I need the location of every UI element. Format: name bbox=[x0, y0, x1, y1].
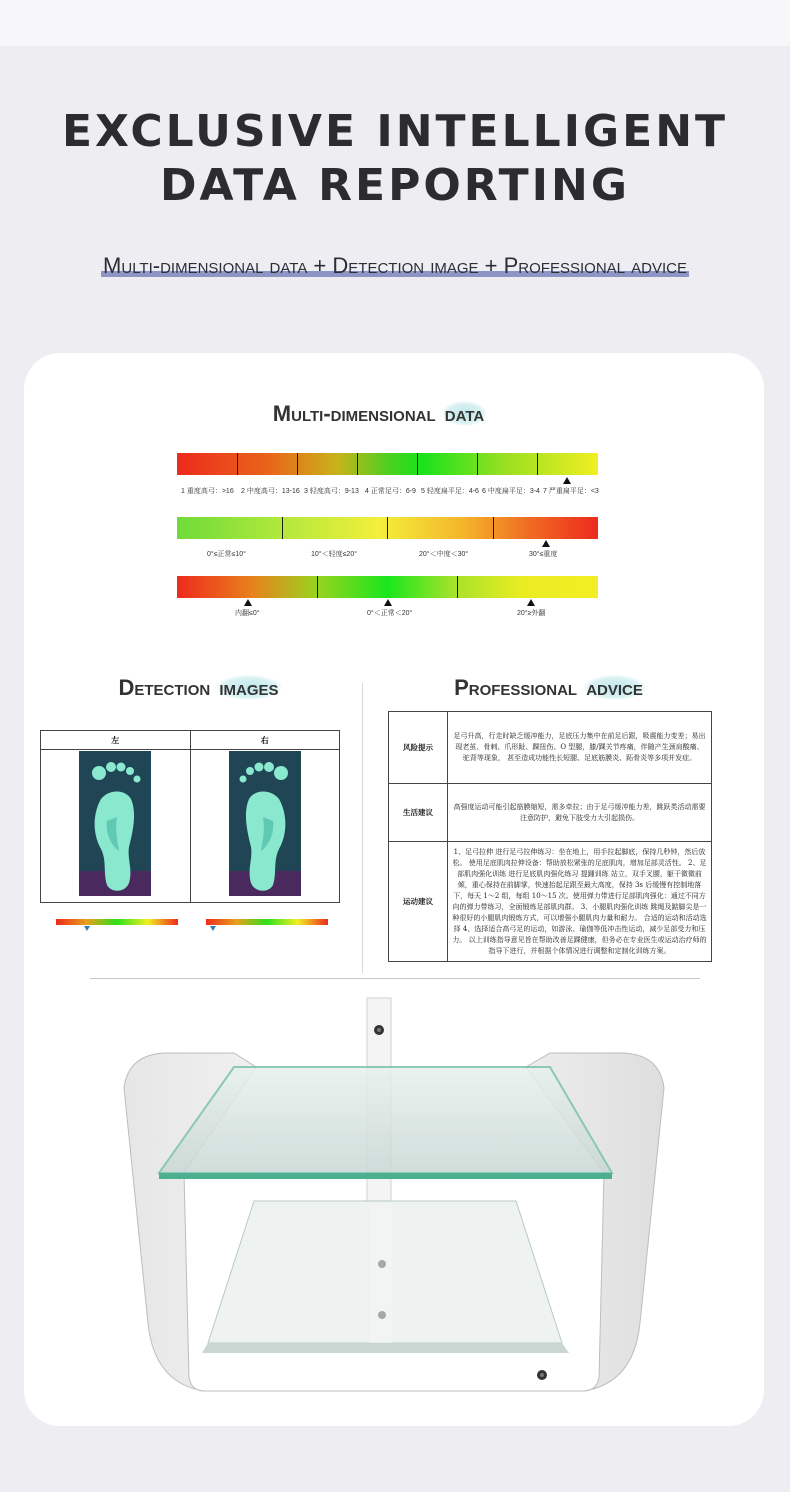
top-band bbox=[0, 0, 790, 46]
left-mini-marker bbox=[84, 926, 90, 931]
left-foot-header: 左 bbox=[41, 731, 191, 750]
tick-label: 5 轻度扁平足：4-6 bbox=[421, 488, 479, 495]
tick-label: 30°≤重度 bbox=[529, 551, 558, 558]
page-headline bbox=[0, 105, 790, 213]
arch-scale-marker bbox=[563, 477, 571, 484]
advice-text: 足弓升高，行走时缺乏缓冲能力，足底压力集中在前足后跟，吸震能力变差；易出现老茧、骨刺、爪形趾、踝扭伤、O 型腿，膝/踝关节疼痛，伴随产生颈肩酸痛、驼背等现象， 甚至造成功能性长短腿、足底筋膜炎、跖骨炎等多项并发症。 bbox=[448, 712, 712, 784]
advice-label: 运动建议 bbox=[389, 842, 448, 962]
right-mini-scale bbox=[206, 919, 328, 925]
tick-label: 0°≤正常≤10° bbox=[207, 551, 246, 558]
right-foot-scan-image bbox=[229, 751, 301, 896]
tick-label: 2 中度高弓：13-16 bbox=[241, 488, 300, 495]
angle-scale-bar bbox=[177, 517, 598, 539]
tick-label: 7 严重扁平足：<3 bbox=[543, 488, 599, 495]
tick-label: 20°≥外翻 bbox=[517, 610, 546, 617]
right-mini-marker bbox=[210, 926, 216, 931]
tick-marker bbox=[384, 599, 392, 606]
advice-label: 风险提示 bbox=[389, 712, 448, 784]
left-foot-cell bbox=[41, 750, 191, 903]
tick-label: 内翻≤0° bbox=[235, 610, 260, 617]
tick-marker bbox=[244, 599, 252, 606]
page-subtitle: Multi-dimensional data + Detection image + Professional advice bbox=[103, 253, 687, 278]
headline-line2: DATA REPORTING bbox=[160, 160, 630, 211]
section-divider bbox=[362, 683, 363, 973]
right-foot-header: 右 bbox=[190, 731, 340, 750]
advice-label: 生活建议 bbox=[389, 784, 448, 842]
tick-label: 3 轻度高弓：9-13 bbox=[304, 488, 359, 495]
tick-marker bbox=[527, 599, 535, 606]
tick-label: 20°＜中度＜30° bbox=[419, 551, 469, 558]
tick-label: 1 重度高弓：>16 bbox=[181, 488, 234, 495]
advice-title: Professional advice bbox=[364, 675, 736, 701]
section-divider bbox=[90, 978, 700, 979]
left-mini-scale bbox=[56, 919, 178, 925]
tick-label: 0°＜正常＜20° bbox=[367, 610, 413, 617]
arch-scale-bar bbox=[177, 453, 598, 475]
tick-label: 4 正常足弓：6-9 bbox=[365, 488, 416, 495]
detection-title: Detection images bbox=[24, 675, 376, 701]
advice-row-exercise bbox=[389, 842, 712, 962]
advice-row-risk bbox=[389, 712, 712, 784]
advice-text: 高强度运动可能引起筋膜缩短，需多牵拉；由于足弓缓冲能力差，跳跃类活动需要注意防护，避免下肢受力大引起损伤。 bbox=[448, 784, 712, 842]
right-foot-cell bbox=[190, 750, 340, 903]
left-foot-scan-image bbox=[79, 751, 151, 896]
tick-label: 6 中度扁平足：3-4 bbox=[482, 488, 540, 495]
scanner-device-photo bbox=[24, 983, 764, 1426]
advice-table bbox=[388, 711, 712, 962]
foot-scan-table bbox=[40, 730, 340, 903]
multidim-title: Multi-dimensional data bbox=[24, 401, 736, 427]
tick-label: 10°＜轻度≤20° bbox=[311, 551, 358, 558]
advice-row-life bbox=[389, 784, 712, 842]
report-card bbox=[24, 353, 764, 1426]
angle-scale-marker bbox=[542, 540, 550, 547]
varus-valgus-scale-bar bbox=[177, 576, 598, 598]
advice-text: 1、足弓拉伸 进行足弓拉伸练习：坐在地上，用手拉起脚底，保持几秒钟，然后放松。 使用足底肌肉拉伸设备：帮助放松紧张的足底肌肉，增加足部灵活性。 2、足部肌肉强化训练 进行足底肌肉强化练习 提踵训练 站立，双手叉腰，躯干微微前倾，重心保持在前脚掌，快速抬起足跟至最大高度，保持 3s 后缓慢有控制地落下，每天 1～2 组，每组 10～15 次。使用弹力带进行足部肌肉强化：通过不同方向的弹力带练习，全面锻炼足部肌肉群。 3、小腿肌肉强化训练 跳绳及踮脚尖是一种很好的小腿肌肉锻炼方式，可以增强小腿肌肉力量和耐力。 合适的运动和活动选择 4、选择适合高弓足的运动，如游泳、瑜伽等低冲击性运动，减少足部受力和压力。 以上训练指导意见旨在帮助改善足踝健康，但务必在专业医生或运动治疗师的指导下进行，并根据个体情况进行调整和定制化训练方案。 bbox=[448, 842, 712, 962]
headline-line1: EXCLUSIVE INTELLIGENT bbox=[61, 106, 729, 157]
